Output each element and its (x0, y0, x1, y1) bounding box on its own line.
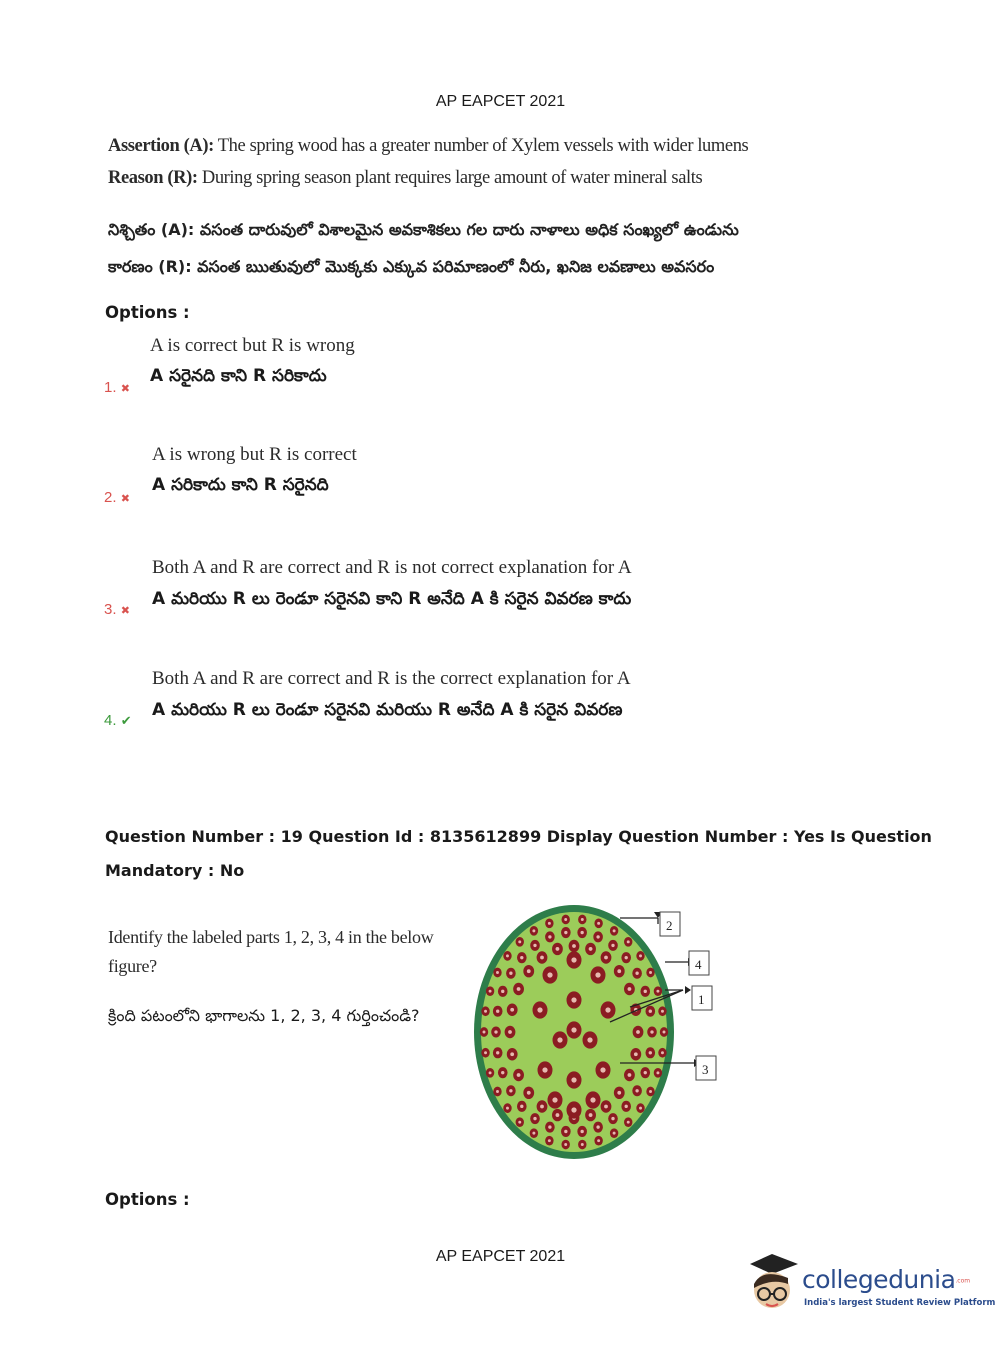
bundle-core (532, 929, 535, 932)
bundle-core (506, 1107, 509, 1110)
bundle-core (484, 1010, 487, 1013)
bundle-core (571, 957, 576, 962)
figure-label-2: 2 (666, 918, 673, 933)
option-2-label: 2. (104, 489, 117, 506)
bundle-core (644, 990, 647, 993)
bundle-core (518, 940, 521, 943)
bundle-core (501, 990, 504, 993)
bundle-core (649, 1010, 652, 1013)
option-1-number (104, 379, 130, 396)
option-3-english: Both A and R are correct and R is not correct explanation for A (152, 557, 632, 578)
option-3-label: 3. (104, 601, 117, 618)
bundle-core (556, 947, 560, 951)
bundle-core (600, 1067, 605, 1072)
bundle-core (639, 954, 642, 957)
bundle-core (494, 1030, 497, 1033)
bundle-core (649, 971, 652, 974)
bundle-core (625, 1105, 628, 1108)
bundle-core (532, 1132, 535, 1135)
reason-telugu: కారణం (R): వసంత ఋతువులో మొక్కకు ఎక్కువ పరిమాణంలో నీరు, ఖనిజ లవణాలు అవసరం (108, 257, 715, 276)
bundle-core (533, 1117, 536, 1120)
bundle-core (649, 1090, 652, 1093)
bundle-core (489, 1071, 492, 1074)
bundle-core (564, 1143, 567, 1146)
bundle-core (595, 972, 600, 977)
bundle-core (564, 1130, 567, 1133)
bundle-core (587, 1037, 592, 1042)
bundle-core (611, 944, 614, 947)
bundle-core (483, 1031, 486, 1034)
bundle-core (552, 1097, 557, 1102)
bundle-core (635, 1089, 638, 1092)
assertion-text: The spring wood has a greater number of Xylem vessels with wider lumens (213, 136, 749, 156)
bundle-core (571, 997, 576, 1002)
bundle-core (605, 1007, 610, 1012)
bundle-core (508, 1030, 512, 1034)
bundle-core (540, 1105, 544, 1109)
bundle-core (542, 1067, 547, 1072)
reason-text: During spring season plant requires large amount of water mineral salts (197, 168, 703, 188)
bundle-core (571, 1107, 576, 1112)
bundle-core (617, 1091, 621, 1095)
bundle-core (548, 1139, 551, 1142)
bundle-core (484, 1051, 487, 1054)
logo-suffix: .com (955, 1277, 971, 1285)
reason-line (108, 168, 702, 189)
option-1-english: A is correct but R is wrong (150, 335, 355, 356)
bundle-core (581, 918, 584, 921)
wrong-mark-icon: ✖ (120, 493, 130, 505)
bundle-core (628, 987, 632, 991)
bundle-core (496, 1010, 499, 1013)
question-options-heading: Options : (105, 1190, 190, 1209)
bundle-core (517, 1073, 521, 1077)
bundle-core (590, 1097, 595, 1102)
bundle-core (656, 990, 659, 993)
option-4-number (104, 712, 132, 729)
option-1-label: 1. (104, 379, 117, 396)
assertion-line (108, 136, 748, 157)
bundle-core (597, 922, 600, 925)
collegedunia-mascot-logo (742, 1250, 802, 1314)
bundle-core (537, 1007, 542, 1012)
bundle-core (489, 990, 492, 993)
bundle-core (556, 1113, 560, 1117)
bundle-core (604, 1105, 608, 1109)
option-3-number (104, 601, 130, 618)
bundle-core (617, 969, 621, 973)
stem-cross-section-figure (470, 900, 730, 1170)
assertion-telugu: నిశ్చితం (A): వసంత దారువులో విశాలమైన అవకాశికలు గల దారు నాళాలు అధిక సంఖ్యలో ఉండును (108, 220, 739, 239)
bundle-core (581, 1143, 584, 1146)
question-meta-line-2: Mandatory : No (105, 861, 245, 880)
wrong-mark-icon: ✖ (120, 383, 130, 395)
bundle-core (597, 1139, 600, 1142)
option-2-telugu: A సరికాదు కాని R సరైనది (152, 475, 329, 495)
bundle-core (649, 1051, 652, 1054)
bundle-core (540, 956, 544, 960)
bundle-core (661, 1051, 664, 1054)
bundle-core (548, 935, 551, 938)
bundle-core (496, 971, 499, 974)
bundle-core (557, 1037, 562, 1042)
logo-tagline: India's largest Student Review Platform (804, 1298, 996, 1308)
bundle-core (613, 929, 616, 932)
logo-name: collegedunia (802, 1265, 956, 1294)
correct-check-icon: ✔ (120, 713, 132, 728)
bundle-core (506, 954, 509, 957)
bundle-core (627, 940, 630, 943)
bundle-core (596, 1125, 599, 1128)
option-2-number (104, 489, 130, 506)
bundle-core (604, 956, 608, 960)
bundle-core (644, 1071, 647, 1074)
question-text-english: Identify the labeled parts 1, 2, 3, 4 in the below figure? (108, 927, 434, 976)
bundle-core (510, 1052, 514, 1056)
option-4-telugu: A మరియు R లు రెండూ సరైనవి మరియు R అనేది A కి సరైన వివరణ (152, 700, 623, 720)
wrong-mark-icon: ✖ (120, 605, 130, 617)
bundle-core (663, 1031, 666, 1034)
option-4-label: 4. (104, 712, 117, 729)
bundle-core (527, 969, 531, 973)
bundle-core (509, 1089, 512, 1092)
bundle-core (589, 947, 593, 951)
bundle-core (520, 1105, 523, 1108)
figure-label-4: 4 (695, 957, 702, 972)
bundle-core (661, 1010, 664, 1013)
bundle-core (589, 1113, 593, 1117)
bundle-core (625, 956, 628, 959)
question-meta-line-1: Question Number : 19 Question Id : 8135612899 Display Question Number : Yes Is Question (105, 827, 932, 846)
bundle-core (496, 1090, 499, 1093)
assertion-label: Assertion (A): (108, 136, 214, 156)
option-3-telugu: A మరియు R లు రెండూ సరైనవి కాని R అనేది A కి సరైన వివరణ కాదు (152, 589, 632, 609)
bundle-core (520, 956, 523, 959)
bundle-core (613, 1132, 616, 1135)
collegedunia-logo-text (802, 1265, 970, 1294)
figure-label-3: 3 (702, 1062, 709, 1077)
bundle-core (580, 931, 583, 934)
bundle-core (564, 931, 567, 934)
bundle-core (596, 935, 599, 938)
bundle-core (509, 972, 512, 975)
bundle-core (634, 1052, 638, 1056)
bundle-core (518, 1121, 521, 1124)
option-2-english: A is wrong but R is correct (152, 444, 357, 465)
bundle-core (547, 972, 552, 977)
bundle-core (627, 1121, 630, 1124)
bundle-core (548, 922, 551, 925)
bundle-core (564, 918, 567, 921)
bundle-core (501, 1071, 504, 1074)
bundle-core (639, 1107, 642, 1110)
bundle-core (527, 1091, 531, 1095)
bundle-core (533, 944, 536, 947)
figure-label-1: 1 (698, 992, 705, 1007)
bundle-core (635, 972, 638, 975)
option-1-telugu: A సరైనది కాని R సరికాదు (150, 366, 327, 386)
bundle-core (650, 1030, 653, 1033)
bundle-core (656, 1071, 659, 1074)
page-footer-title: AP EAPCET 2021 (435, 1248, 566, 1265)
options-heading: Options : (105, 303, 190, 322)
bundle-core (628, 1073, 632, 1077)
question-text-telugu: క్రింది పటంలోని భాగాలను 1, 2, 3, 4 గుర్తించండి? (108, 1006, 420, 1025)
bundle-core (571, 1077, 576, 1082)
bundle-core (548, 1125, 551, 1128)
bundle-core (572, 944, 576, 948)
option-4-english: Both A and R are correct and R is the correct explanation for A (152, 668, 631, 689)
bundle-core (580, 1130, 583, 1133)
bundle-core (517, 987, 521, 991)
bundle-core (571, 1027, 576, 1032)
bundle-core (636, 1030, 640, 1034)
reason-label: Reason (R): (108, 168, 198, 188)
bundle-core (496, 1051, 499, 1054)
bundle-core (611, 1117, 614, 1120)
bundle-core (510, 1008, 514, 1012)
page-header-title: AP EAPCET 2021 (435, 93, 566, 110)
